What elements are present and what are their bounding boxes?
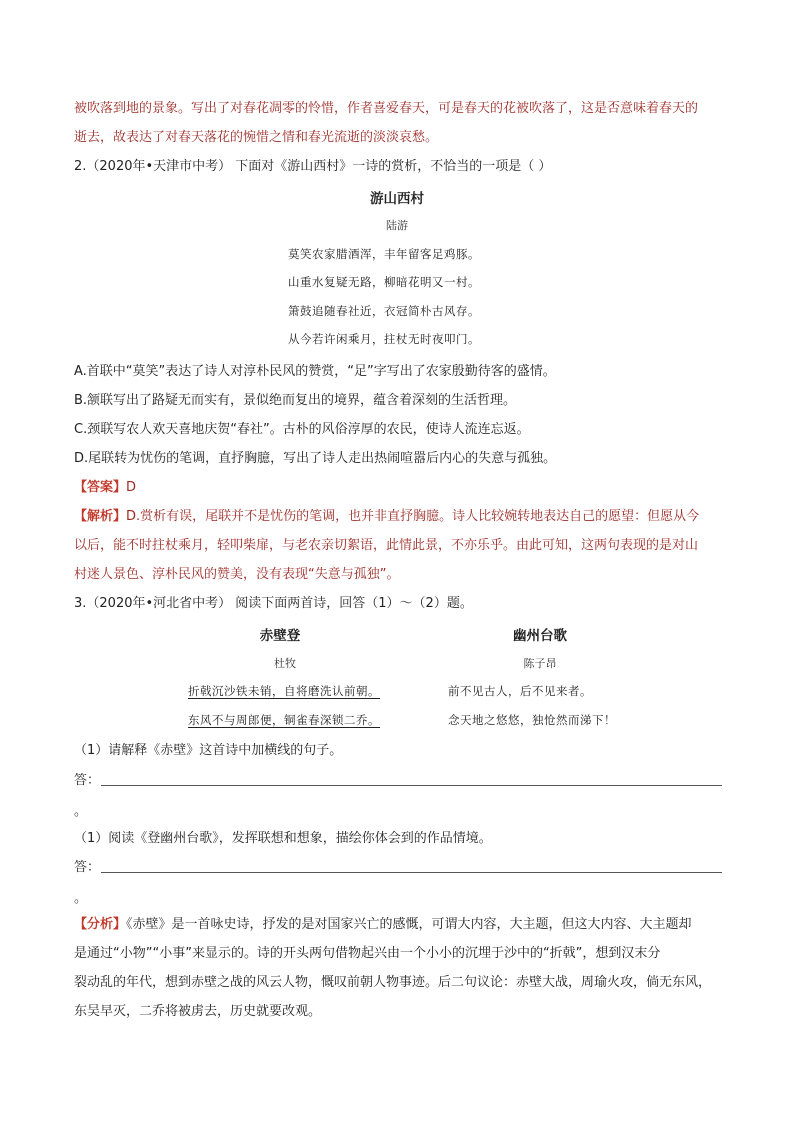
question-3-stem: 3.（2020年•河北省中考） 阅读下面两首诗，回答（1）～（2）题。 — [74, 596, 473, 611]
period-2: 。 — [74, 891, 88, 906]
answer-value: D — [126, 480, 137, 495]
q3-analysis-line-2: 是通过“小物”“小事”来显示的。诗的开头两句借物起兴由一个小小的沉埋于沙中的“折戟”，想到汉末分 — [74, 946, 661, 961]
sub-question-2: （1）阅读《登幽州台歌》，发挥联想和想象，描绘你体会到的作品情境。 — [74, 831, 492, 846]
intro-analysis-line-1: 被吹落到地的景象。写出了对春花凋零的怜惜，作者喜爱春天，可是春天的花被吹落了，这是否意味着春天的 — [74, 101, 699, 116]
question-2-stem: 2.（2020年•天津市中考） 下面对《游山西村》一诗的赏析，不恰当的一项是（ ） — [74, 159, 552, 174]
q2-analysis-line-2: 以后，能不时拄杖乘月，轻叩柴扉，与老农亲切絮语，此情此景，不亦乐乎。由此可知，这两句表现的是对山 — [74, 538, 699, 553]
poem-title-youzhoutaige: 幽州台歌 — [513, 628, 567, 644]
answer-label-1: 答： — [74, 773, 101, 788]
q3-analysis-line-3: 裂动乱的年代，想到赤壁之战的风云人物，慨叹前朝人物事迹。后二句议论：赤壁大战，周瑜火攻，倘无东风， — [74, 975, 712, 990]
chibi-underlined-line-2: 东风不与周郎便，铜雀春深锁二乔。 — [188, 713, 380, 727]
q3-analysis-line-1 — [74, 915, 692, 935]
youzhou-line-2: 念天地之悠悠，独怆然而涕下！ — [448, 713, 616, 727]
option-b: B.颔联写出了路疑无而实有，景似绝而复出的境界，蕴含着深刻的生活哲理。 — [74, 393, 517, 408]
answer-blank-2[interactable] — [101, 872, 722, 873]
answer-row — [74, 478, 136, 498]
poem-line-4: 从今若许闲乘月，拄杖无时夜叩门。 — [288, 332, 480, 346]
intro-analysis-line-2: 逝去，故表达了对春天落花的惋惜之情和春光流逝的淡淡哀愁。 — [74, 130, 439, 145]
poem-line-2: 山重水复疑无路，柳暗花明又一村。 — [288, 275, 480, 289]
youzhou-line-1: 前不见古人，后不见来者。 — [448, 684, 592, 698]
answer-blank-1[interactable] — [101, 785, 722, 786]
option-d: D.尾联转为忧伤的笔调，直抒胸臆，写出了诗人走出热闹喧嚣后内心的失意与孤独。 — [74, 451, 557, 466]
poem-author-chenziang: 陈子昂 — [523, 657, 557, 670]
poem-author-dumu: 杜牧 — [274, 657, 296, 670]
q3-analysis-text-1: 《赤壁》是一首咏史诗，抒发的是对国家兴亡的感慨，可谓大内容，大主题，但这大内容、大主题却 — [126, 917, 692, 932]
q2-analysis-line-1 — [74, 507, 699, 527]
option-c: C.颈联写农人欢天喜地庆贺“春社”。古朴的风俗淳厚的农民，使诗人流连忘返。 — [74, 422, 530, 437]
q2-analysis-text-1: D.赏析有误，尾联并不是忧伤的笔调，也并非直抒胸臆。诗人比较婉转地表达自己的愿望：但愿从今 — [126, 509, 700, 524]
poem-title-youshanxicun: 游山西村 — [370, 191, 424, 207]
poem-line-1: 莫笑农家腊酒浑，丰年留客足鸡豚。 — [288, 247, 480, 261]
poem-author-luyou: 陆游 — [386, 219, 408, 232]
period-1: 。 — [74, 804, 88, 819]
sub-question-1: （1）请解释《赤壁》这首诗中加横线的句子。 — [74, 743, 343, 758]
answer-tag: 【答案】 — [74, 480, 127, 495]
q3-analysis-tag: 【分析】 — [74, 917, 127, 932]
option-a: A.首联中“莫笑”表达了诗人对淳朴民风的赞赏，“足”字写出了农家殷勤待客的盛情。 — [74, 364, 556, 379]
answer-label-2: 答： — [74, 860, 101, 875]
poem-title-chibi: 赤壁登 — [259, 628, 301, 644]
poem-line-3: 箫鼓追随春社近，衣冠简朴古风存。 — [288, 304, 480, 318]
q2-analysis-tag: 【解析】 — [74, 509, 127, 524]
q3-analysis-line-4: 东吴早灭，二乔将被虏去，历史就要改观。 — [74, 1004, 322, 1019]
q2-analysis-line-3: 村迷人景色、淳朴民风的赞美，没有表现“失意与孤独”。 — [74, 567, 400, 582]
chibi-underlined-line-1: 折戟沉沙铁未销，自将磨洗认前朝。 — [188, 684, 380, 698]
